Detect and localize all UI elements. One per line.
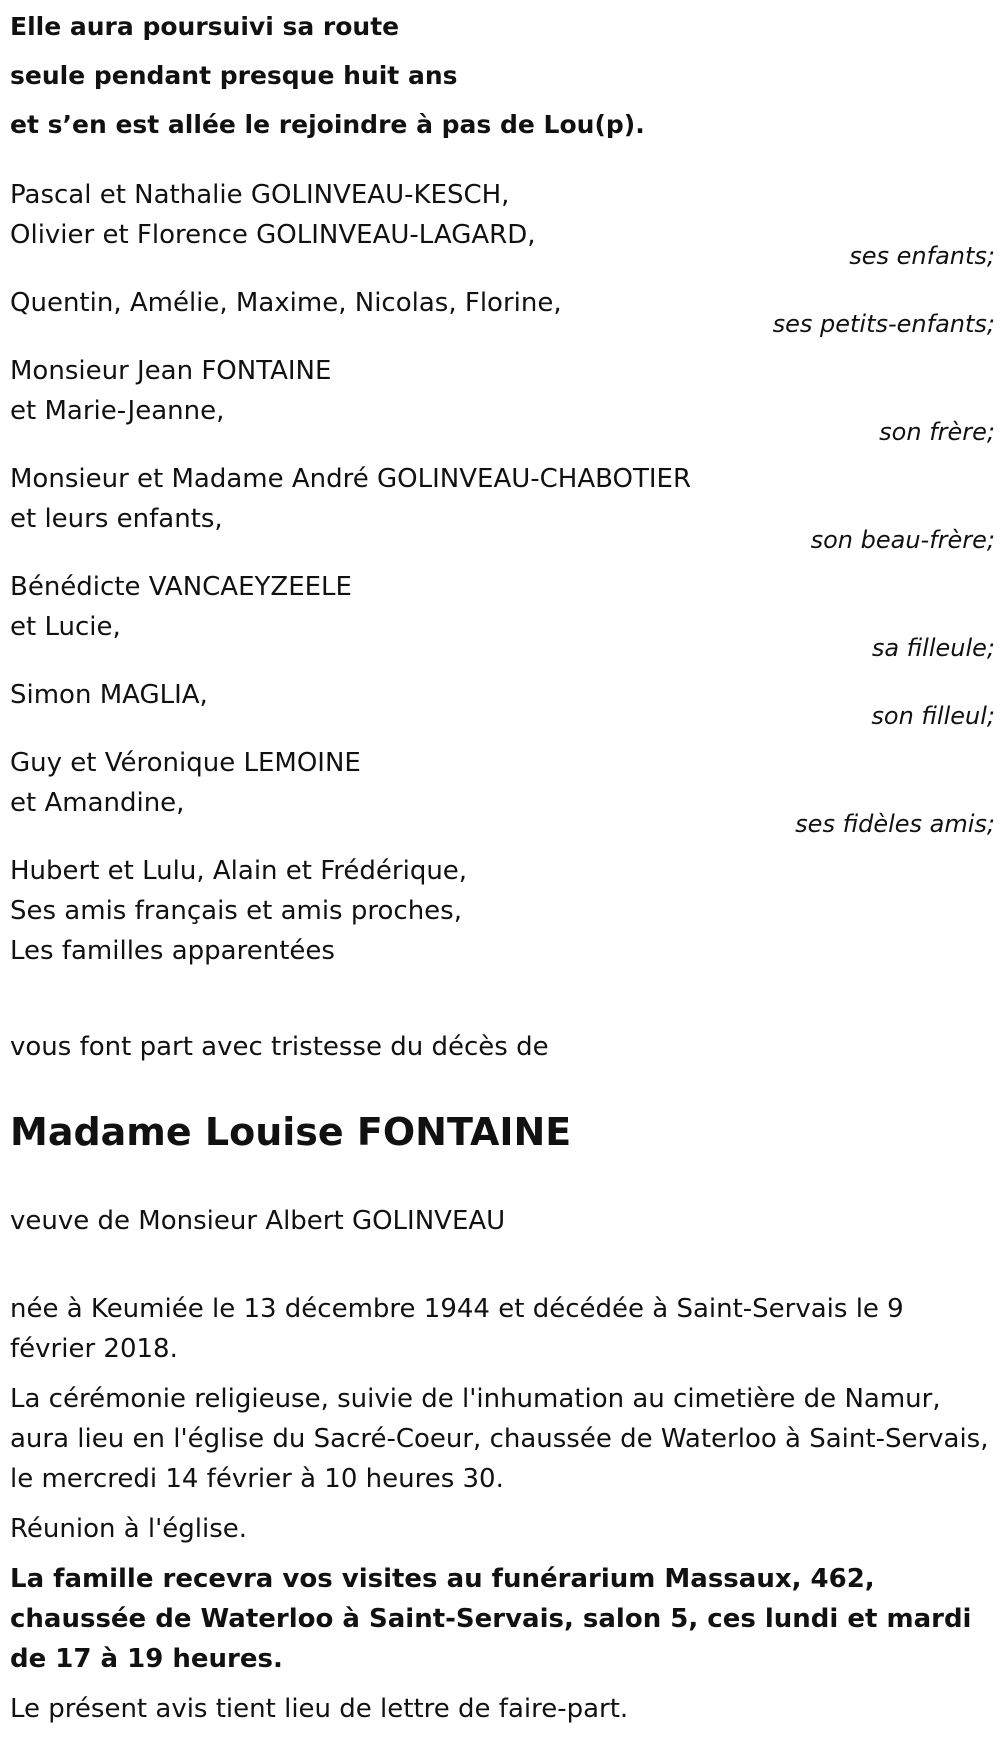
family-name-line: Monsieur Jean FONTAINE bbox=[10, 356, 332, 386]
family-group-goddaughter bbox=[10, 567, 995, 662]
relation-label: son beau-frère; bbox=[810, 526, 995, 554]
relation-label: ses fidèles amis; bbox=[795, 810, 995, 838]
family-name-line: et leurs enfants, bbox=[10, 504, 223, 534]
family-name-line: et Lucie, bbox=[10, 612, 121, 642]
meeting-paragraph: Réunion à l'église. bbox=[10, 1514, 248, 1544]
family-name-line: Ses amis français et amis proches, bbox=[10, 896, 462, 926]
epigraph-line: et s’en est allée le rejoindre à pas de Lou(p). bbox=[10, 110, 645, 139]
family-name-line: Les familles apparentées bbox=[10, 936, 335, 966]
announcement: vous font part avec tristesse du décès de bbox=[10, 1032, 549, 1062]
family-group-children bbox=[10, 175, 995, 270]
family-group-others bbox=[10, 851, 995, 971]
relation-label: ses enfants; bbox=[849, 242, 995, 270]
epigraph-line: seule pendant presque huit ans bbox=[10, 61, 458, 90]
ceremony-paragraph: La cérémonie religieuse, suivie de l'inhumation au cimetière de Namur, aura lieu en l'église du Sacré-Coeur, chaussée de Waterloo à Saint-Servais, le mercredi 14 février à 10 heures 30. bbox=[10, 1384, 989, 1494]
birth-death-paragraph: née à Keumiée le 13 décembre 1944 et décédée à Saint-Servais le 9 février 2018. bbox=[10, 1294, 904, 1364]
relation-label: ses petits-enfants; bbox=[772, 310, 995, 338]
relation-label: son filleul; bbox=[871, 702, 995, 730]
family-name-line: Hubert et Lulu, Alain et Frédérique, bbox=[10, 856, 468, 886]
family-name-line: et Amandine, bbox=[10, 788, 185, 818]
family-name-line: Guy et Véronique LEMOINE bbox=[10, 748, 361, 778]
epigraph-line: Elle aura poursuivi sa route bbox=[10, 12, 400, 41]
family-list bbox=[10, 175, 995, 971]
obituary-notice bbox=[10, 0, 995, 1739]
family-group-brother bbox=[10, 351, 995, 446]
family-group-godson bbox=[10, 675, 995, 730]
family-name-line: Pascal et Nathalie GOLINVEAU-KESCH, bbox=[10, 180, 510, 210]
family-group-grandchildren bbox=[10, 283, 995, 338]
notice-paragraph: Le présent avis tient lieu de lettre de faire-part. bbox=[10, 1694, 629, 1724]
family-name-line: Quentin, Amélie, Maxime, Nicolas, Florine, bbox=[10, 288, 562, 318]
family-name-line: Simon MAGLIA, bbox=[10, 680, 208, 710]
family-name-line: Monsieur et Madame André GOLINVEAU-CHABOTIER bbox=[10, 464, 692, 494]
family-group-brother-in-law bbox=[10, 459, 995, 554]
visits-paragraph: La famille recevra vos visites au funérarium Massaux, 462, chaussée de Waterloo à Saint-Servais, salon 5, ces lundi et mardi de 17 à 19 heures. bbox=[10, 1564, 972, 1674]
family-name-line: Bénédicte VANCAEYZEELE bbox=[10, 572, 352, 602]
relation-label: sa filleule; bbox=[871, 634, 995, 662]
deceased-name: Madame Louise FONTAINE bbox=[10, 1110, 572, 1154]
family-group-friends bbox=[10, 743, 995, 838]
family-name-line: et Marie-Jeanne, bbox=[10, 396, 225, 426]
relation-label: son frère; bbox=[879, 418, 995, 446]
epigraph bbox=[10, 2, 995, 149]
family-name-line: Olivier et Florence GOLINVEAU-LAGARD, bbox=[10, 220, 536, 250]
widow-of: veuve de Monsieur Albert GOLINVEAU bbox=[10, 1206, 506, 1236]
